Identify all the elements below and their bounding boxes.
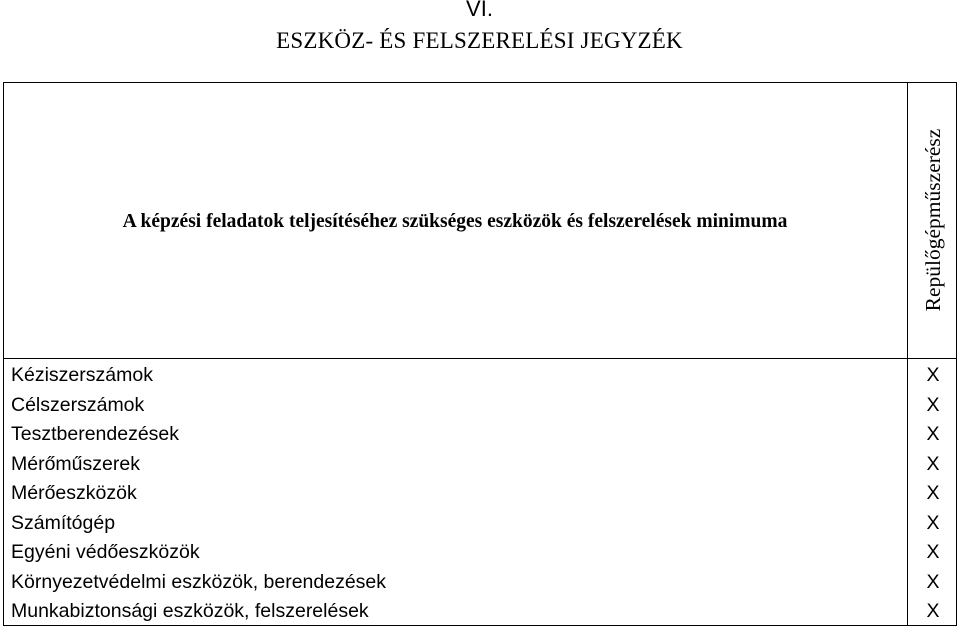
table-row-mark: X <box>926 393 940 416</box>
table-header-text: A képzési feladatok teljesítéséhez szükséges eszközök és felszerelések minimuma <box>122 211 788 232</box>
mark-list <box>909 361 957 627</box>
table-row-mark: X <box>926 570 940 593</box>
table-row-mark: X <box>926 452 940 475</box>
table-row-item: Célszerszámok <box>11 393 145 416</box>
page-title: ESZKÖZ- ÉS FELSZERELÉSI JEGYZÉK <box>276 28 683 53</box>
equipment-list <box>11 361 901 627</box>
table-row-item: Egyéni védőeszközök <box>11 541 200 563</box>
table-row-item: Kéziszerszámok <box>11 364 153 386</box>
section-number: VI. <box>466 0 493 21</box>
column-divider <box>907 82 908 626</box>
table-row-mark: X <box>926 541 940 563</box>
table-row-item: Számítógép <box>11 511 116 534</box>
table-row-item: Mérőeszközök <box>11 482 137 504</box>
table-row-mark: X <box>926 482 940 504</box>
table-row-item: Munkabiztonsági eszközök, felszerelések <box>11 600 369 622</box>
table-row-item: Mérőműszerek <box>11 452 140 475</box>
table-row-mark: X <box>926 600 940 622</box>
header-divider <box>3 358 957 359</box>
table-row-item: Környezetvédelmi eszközök, berendezések <box>11 570 387 593</box>
table-row-mark: X <box>926 423 940 445</box>
table-row-item: Tesztberendezések <box>11 423 180 445</box>
table-row-mark: X <box>926 364 940 386</box>
column-header-label: Repülőgépműszerész <box>921 128 945 312</box>
table-row-mark: X <box>926 511 940 534</box>
